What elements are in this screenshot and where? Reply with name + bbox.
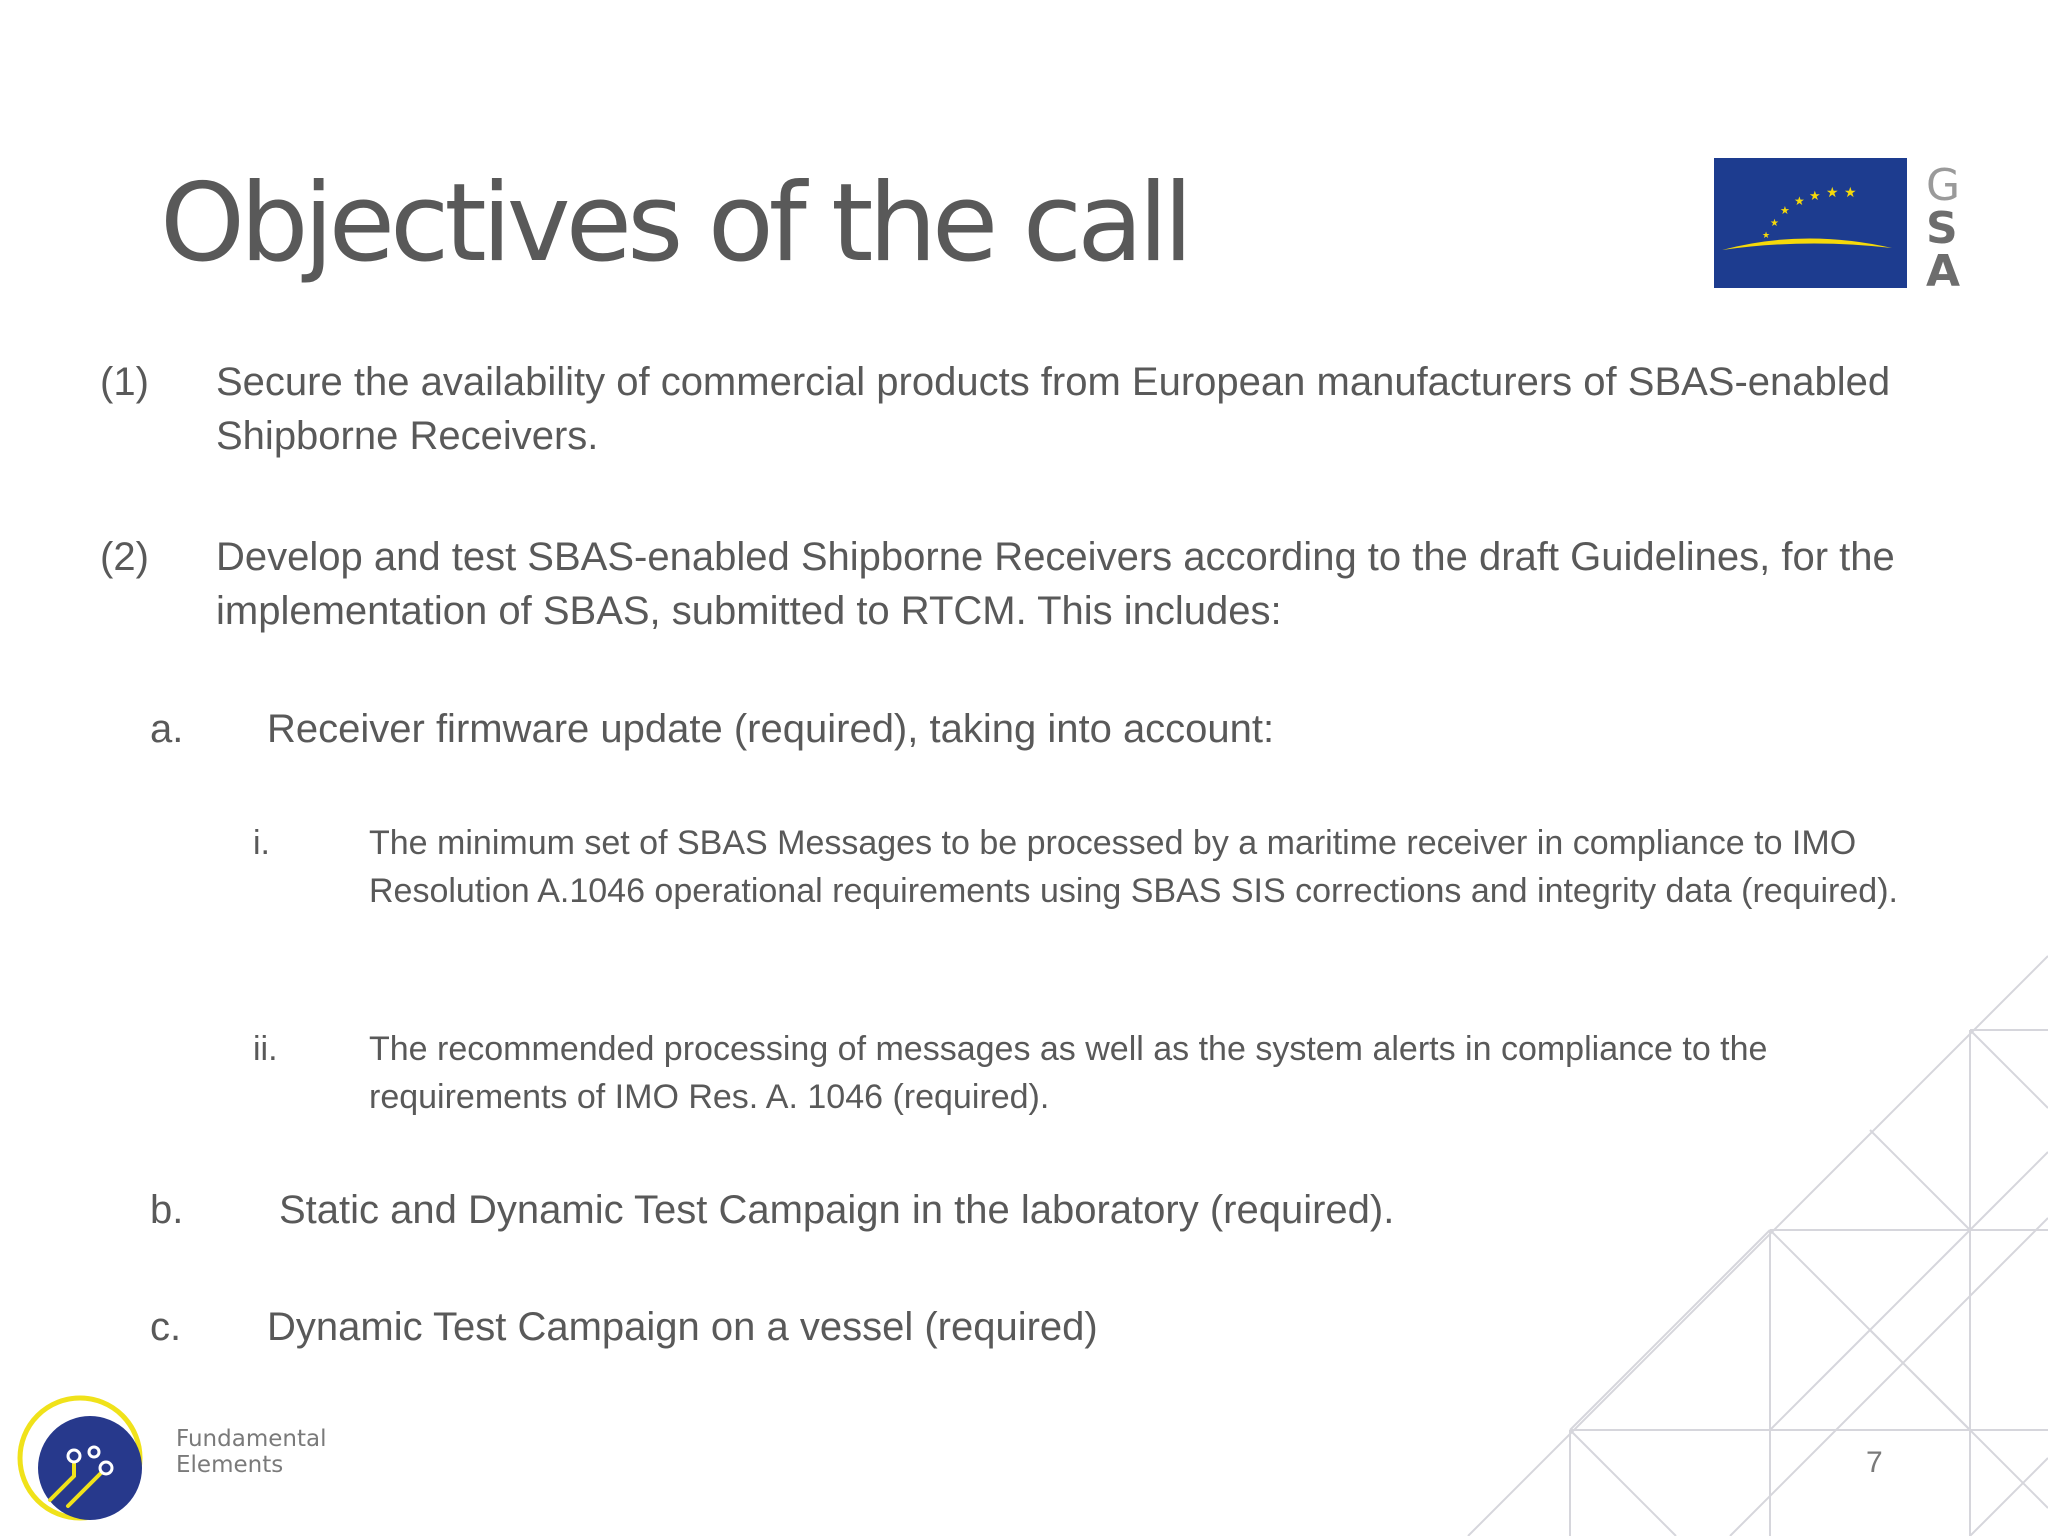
sub-item-text: Static and Dynamic Test Campaign in the laboratory (required). xyxy=(279,1188,1395,1232)
sub-item-text: Receiver firmware update (required), taking into account: xyxy=(267,707,1275,751)
fe-line-1: Fundamental xyxy=(176,1426,327,1452)
svg-text:A: A xyxy=(1926,246,1961,290)
svg-text:G: G xyxy=(1926,160,1961,211)
sub-item-marker: c. xyxy=(150,1305,182,1349)
objective-marker: (2) xyxy=(100,535,149,579)
objective-text: Develop and test SBAS-enabled Shipborne Receivers according to the draft Guidelines, for the implementation of SBAS, submitted to RTCM. This includes: xyxy=(216,535,1895,633)
page-number: 7 xyxy=(1866,1446,1883,1479)
svg-text:★: ★ xyxy=(1780,204,1790,217)
slide-title: Objectives of the call xyxy=(160,161,1189,286)
sub-sub-item-text: The minimum set of SBAS Messages to be processed by a maritime receiver in compliance to IMO Resolution A.1046 operational requirements using SBAS SIS corrections and integrity data (required). xyxy=(369,824,1898,910)
fundamental-elements-logo xyxy=(10,1388,160,1528)
sub-item-text: Dynamic Test Campaign on a vessel (required) xyxy=(267,1305,1098,1349)
svg-text:★: ★ xyxy=(1762,231,1771,241)
svg-text:★: ★ xyxy=(1809,189,1821,204)
sub-sub-item-marker: ii. xyxy=(253,1030,278,1068)
svg-text:★: ★ xyxy=(1770,218,1779,229)
fe-line-2: Elements xyxy=(176,1452,284,1478)
sub-sub-item-marker: i. xyxy=(253,824,270,862)
svg-text:★: ★ xyxy=(1794,194,1805,208)
objective-item-2 xyxy=(100,530,1980,640)
svg-text:S: S xyxy=(1926,203,1958,254)
sub-item-marker: a. xyxy=(150,707,184,751)
gsa-logo xyxy=(1714,158,1970,290)
objective-item-1 xyxy=(100,355,1980,465)
sub-item-a xyxy=(150,702,1850,762)
corner-pattern xyxy=(1400,880,2048,1536)
sub-sub-item-text: The recommended processing of messages as well as the system alerts in compliance to the requirements of IMO Res. A. 1046 (required). xyxy=(369,1030,1768,1116)
fundamental-elements-wordmark xyxy=(176,1426,326,1478)
svg-text:★: ★ xyxy=(1844,185,1857,201)
objective-text: Secure the availability of commercial products from European manufacturers of SBAS-enabled Shipborne Receivers. xyxy=(216,360,1891,458)
objective-marker: (1) xyxy=(100,360,149,404)
sub-item-marker: b. xyxy=(150,1188,184,1232)
svg-text:★: ★ xyxy=(1826,185,1839,201)
